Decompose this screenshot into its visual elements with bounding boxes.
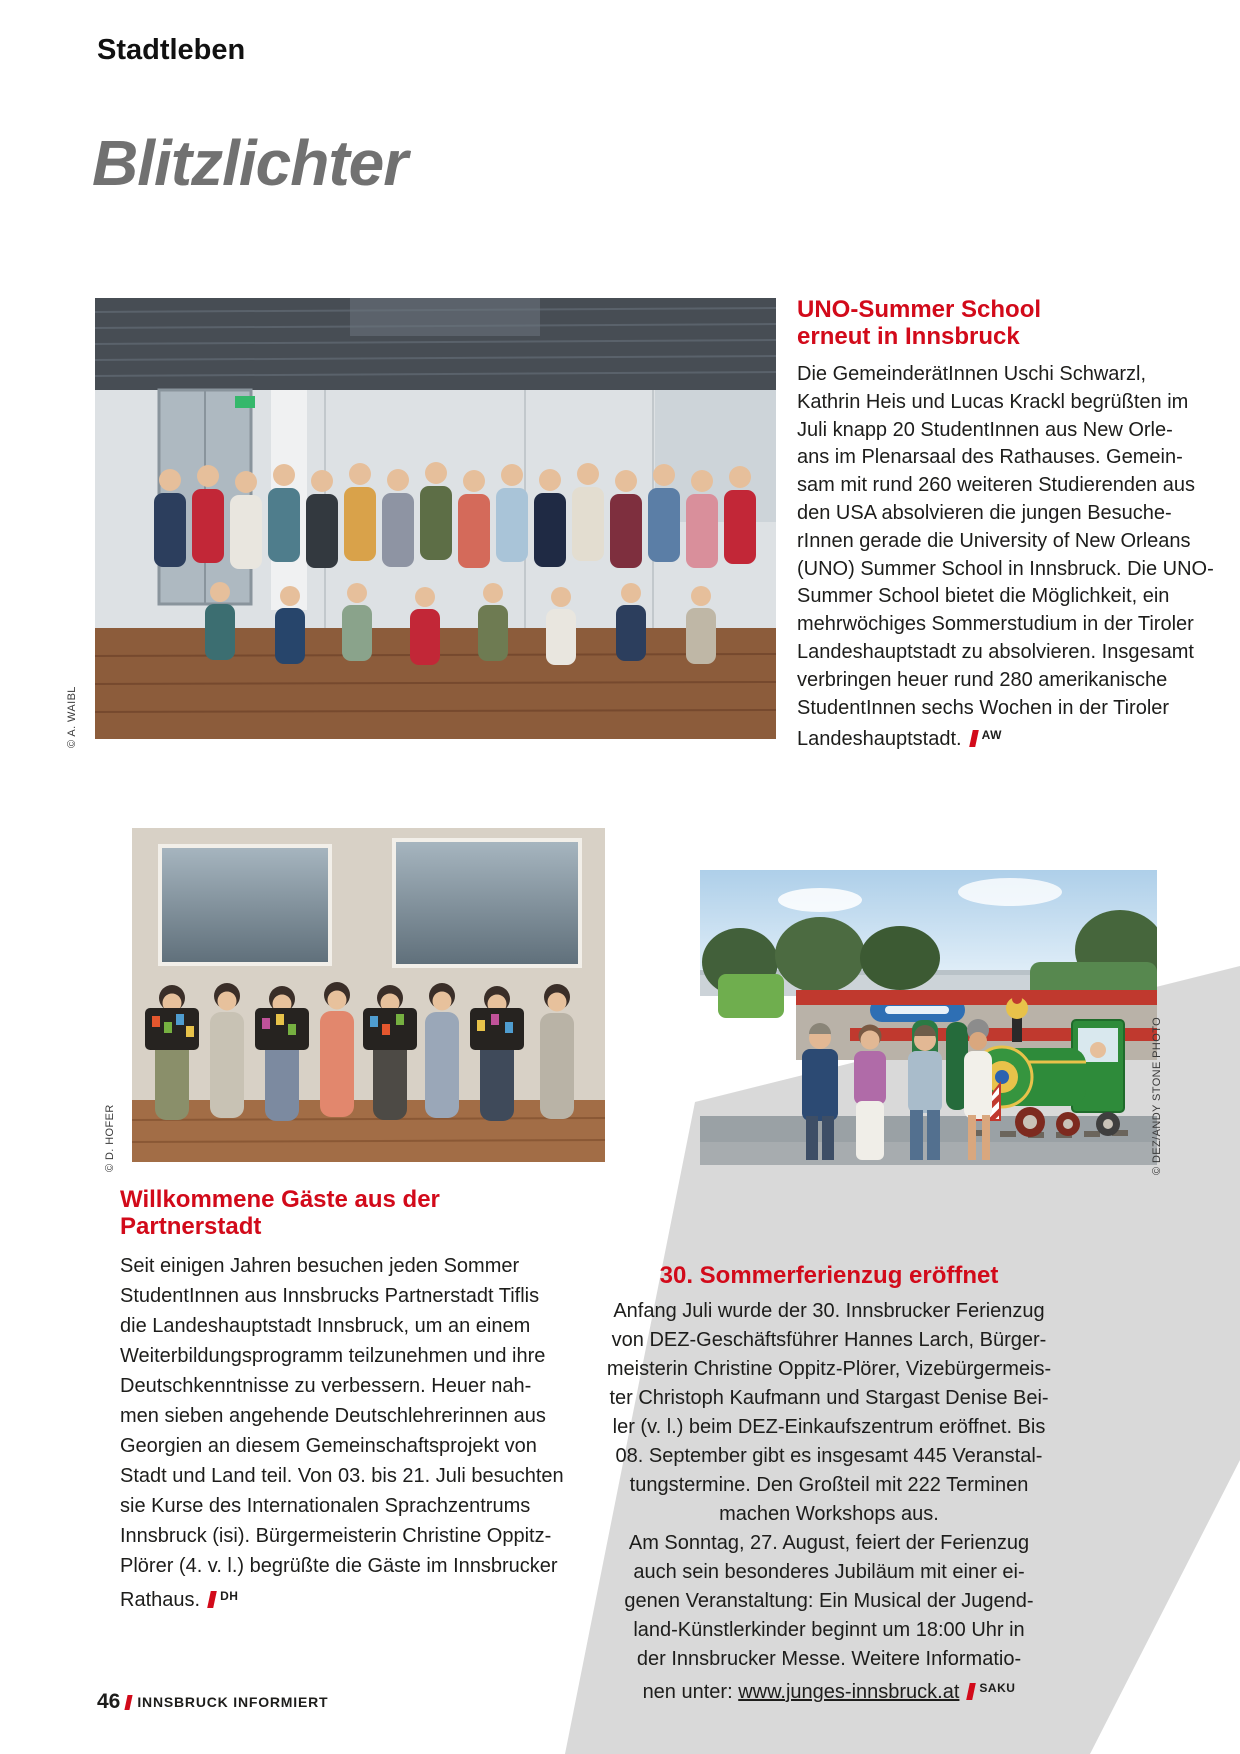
author-initials: AW: [981, 728, 1002, 743]
article-title: 30. Sommerferienzug eröffnet: [659, 1262, 999, 1289]
page-title: Blitzlichter: [92, 127, 408, 199]
red-slash-icon: [967, 1683, 977, 1700]
junges-innsbruck-link[interactable]: www.junges-innsbruck.at: [738, 1681, 960, 1703]
author-initials: SAKU: [979, 1681, 1016, 1695]
magazine-name: INNSBRUCK INFORMIERT: [137, 1694, 329, 1710]
article-last-line: Landeshauptstadt. $^{AW}$: [797, 728, 1002, 751]
red-slash-icon: [207, 1591, 217, 1608]
page-footer: [97, 1690, 328, 1714]
photo-uno-summer-school-group: [95, 298, 776, 739]
article-last-line: nen unter: www.junges-innsbruck.at $^{SAKU}$: [642, 1681, 1016, 1703]
article-last-line: Rathaus. $^{DH}$: [120, 1589, 239, 1611]
article-sommerferienzug: [578, 1262, 1080, 1707]
page-number: 46: [97, 1690, 121, 1713]
photo-credit-dez-andy-stone: © DEZ/ANDY STONE PHOTO: [1151, 1016, 1163, 1175]
red-slash-icon: [125, 1695, 133, 1710]
article-body: Die GemeinderätInnen Uschi Schwarzl, Kathrin Heis und Lucas Krackl begrüßten im Juli knapp 20 StudentInnen aus New Orle- ans im Plenarsaal des Rathauses. Gemein- sam mit rund 260 weiteren Studierenden aus den USA absolvieren die jungen Besuche- rInnen gerade die University of New Orleans (UNO) Summer School in Innsbruck. Die UNO- Summer School bietet die Möglichkeit, ein mehrwöchiges Sommerstudium in der Tiroler Landeshauptstadt zu absolvieren. Insgesamt verbringen heuer rund 280 amerikanische StudentInnen sechs Wochen in der Tiroler: [797, 363, 1214, 719]
section-label: Stadtleben: [97, 34, 246, 66]
article-title: Willkommene Gäste aus der Partnerstadt: [120, 1186, 440, 1240]
article-uno-summer-school: [797, 296, 1214, 754]
article-body: Anfang Juli wurde der 30. Innsbrucker Ferienzug von DEZ-Geschäftsführer Hannes Larch, Bürger- meisterin Christine Oppitz-Plörer, Vizebürgermeis- ter Christoph Kaufmann und Stargast Denise Bei- ler (v. l.) beim DEZ-Einkaufszentrum eröffnet. Bis 08. September gibt es insgesamt 445 Veranstal- tungstermine. Den Großteil mit 222 Terminen machen Workshops aus. Am Sonntag, 27. August, feiert der Ferienzug auch sein besonderes Jubiläum mit einer ei- genen Veranstaltung: Ein Musical der Jugend- land-Künstlerkinder beginnt um 18:00 Uhr in der Innsbrucker Messe. Weitere Informatio-: [606, 1300, 1052, 1670]
red-slash-icon: [969, 730, 979, 747]
author-initials: DH: [220, 1589, 239, 1603]
photo-credit-waibl: © A. WAIBL: [66, 686, 78, 748]
article-title: UNO-Summer School erneut in Innsbruck: [797, 296, 1042, 350]
photo-partner-city-guests: [132, 828, 605, 1162]
photo-sommerferienzug-train: [700, 870, 1157, 1165]
photo-credit-hofer: © D. HOFER: [104, 1104, 116, 1172]
article-partner-city-guests: [120, 1186, 610, 1615]
article-body: Seit einigen Jahren besuchen jeden Sommer StudentInnen aus Innsbrucks Partnerstadt Tiflis die Landeshauptstadt Innsbruck, um an einem Weiterbildungsprogramm teilzunehmen und ihre Deutschkenntnisse zu verbessern. Heuer nah- men sieben angehende Deutschlehrerinnen aus Georgien an diesem Gemeinschaftsprojekt von Stadt und Land teil. Von 03. bis 21. Juli besuchten sie Kurse des Internationalen Sprachzentrums Innsbruck (isi). Bürgermeisterin Christine Oppitz- Plörer (4. v. l.) begrüßte die Gäste im Innsbrucker: [120, 1255, 564, 1577]
